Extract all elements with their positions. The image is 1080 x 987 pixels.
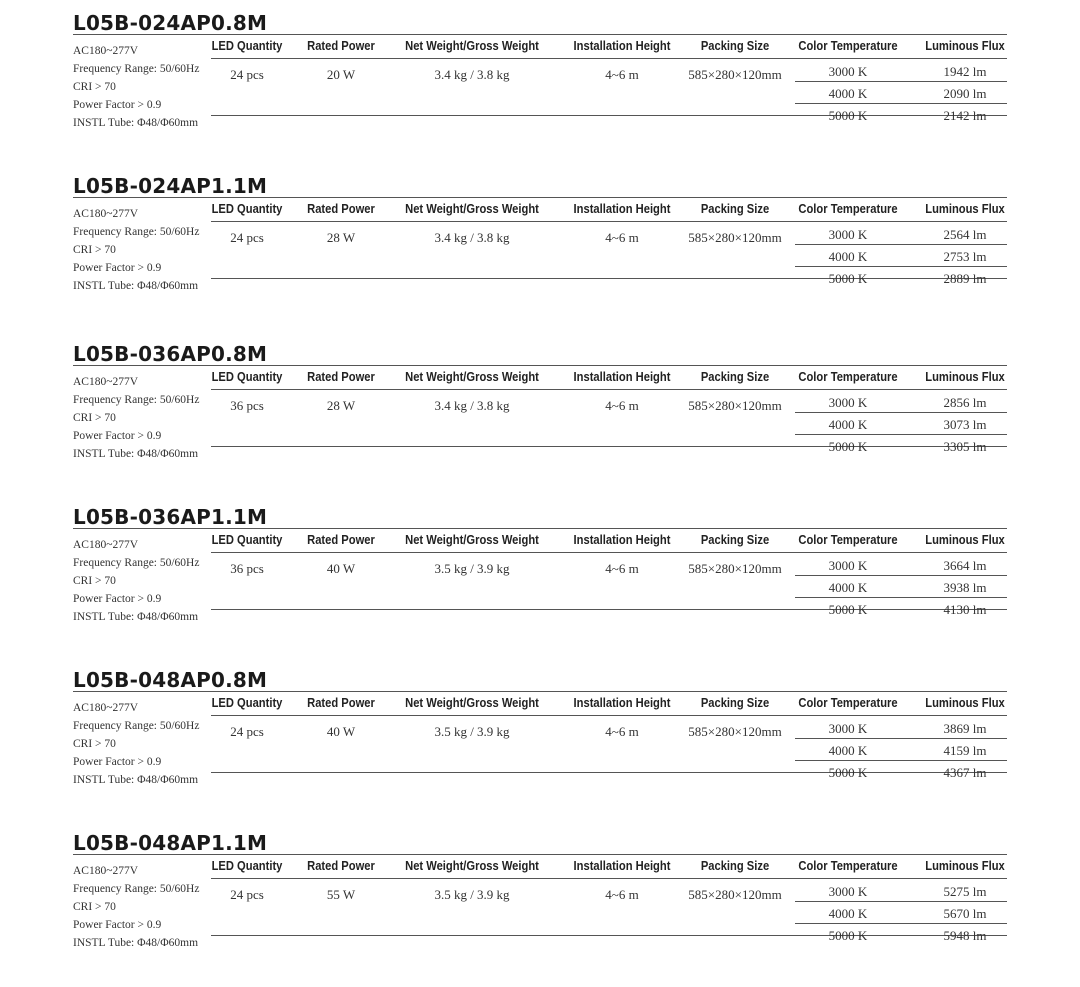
header-weight: Net Weight/Gross Weight (405, 532, 539, 547)
value-packing-size: 585×280×120mm (688, 230, 782, 245)
value-weight: 3.5 kg / 3.9 kg (434, 887, 510, 902)
header-packing-size: Packing Size (700, 532, 770, 547)
product-block (73, 831, 1007, 961)
value-led-quantity: 24 pcs (230, 724, 264, 739)
divider (73, 34, 1007, 35)
header-weight: Net Weight/Gross Weight (405, 858, 539, 873)
value-packing-size: 585×280×120mm (688, 561, 782, 576)
product-model: L05B-036AP1.1M (73, 505, 268, 529)
header-led-quantity: LED Quantity (211, 858, 283, 873)
color-temp-value: 3000 K (828, 395, 868, 410)
header-led-quantity: LED Quantity (211, 695, 283, 710)
spec-power-factor: Power Factor > 0.9 (73, 919, 162, 931)
divider (73, 528, 1007, 529)
spec-cri: CRI > 70 (73, 575, 116, 587)
spec-power-factor: Power Factor > 0.9 (73, 430, 162, 442)
value-led-quantity: 36 pcs (230, 398, 264, 413)
header-install-height: Installation Height (573, 369, 671, 384)
header-install-height: Installation Height (573, 38, 671, 53)
value-rated-power: 28 W (326, 398, 356, 413)
divider (211, 552, 1007, 553)
divider (795, 266, 1007, 267)
spec-tube: INSTL Tube: Φ48/Φ60mm (73, 117, 199, 129)
value-packing-size: 585×280×120mm (688, 887, 782, 902)
product-model: L05B-036AP0.8M (73, 342, 268, 366)
divider (795, 81, 1007, 82)
header-rated-power: Rated Power (307, 532, 375, 547)
header-packing-size: Packing Size (700, 38, 770, 53)
header-packing-size: Packing Size (700, 695, 770, 710)
divider (795, 923, 1007, 924)
color-temp-value: 5000 K (828, 928, 868, 943)
value-install-height: 4~6 m (605, 67, 639, 82)
header-install-height: Installation Height (573, 695, 671, 710)
value-install-height: 4~6 m (605, 724, 639, 739)
color-temp-value: 3000 K (828, 227, 868, 242)
header-color-temp: Color Temperature (798, 369, 898, 384)
header-install-height: Installation Height (573, 532, 671, 547)
product-block (73, 505, 1007, 635)
value-install-height: 4~6 m (605, 230, 639, 245)
value-led-quantity: 24 pcs (230, 887, 264, 902)
header-led-quantity: LED Quantity (211, 369, 283, 384)
product-model: L05B-048AP0.8M (73, 668, 268, 692)
spec-cri: CRI > 70 (73, 738, 116, 750)
divider (795, 738, 1007, 739)
header-color-temp: Color Temperature (798, 38, 898, 53)
spec-power-factor: Power Factor > 0.9 (73, 756, 162, 768)
color-temp-value: 4000 K (828, 417, 868, 432)
header-packing-size: Packing Size (700, 201, 770, 216)
color-temp-value: 3000 K (828, 64, 868, 79)
color-temp-value: 5000 K (828, 439, 868, 454)
color-temp-value: 3000 K (828, 884, 868, 899)
divider (795, 244, 1007, 245)
product-model: L05B-048AP1.1M (73, 831, 268, 855)
color-temp-value: 4000 K (828, 906, 868, 921)
product-block (73, 668, 1007, 798)
product-block (73, 11, 1007, 141)
luminous-flux-value: 3869 lm (943, 721, 987, 736)
header-rated-power: Rated Power (307, 369, 375, 384)
luminous-flux-value: 2753 lm (943, 249, 987, 264)
divider (795, 434, 1007, 435)
product-model: L05B-024AP1.1M (73, 174, 268, 198)
color-temp-value: 4000 K (828, 580, 868, 595)
color-temp-value: 5000 K (828, 108, 868, 123)
value-rated-power: 40 W (326, 561, 356, 576)
header-luminous-flux: Luminous Flux (925, 201, 1005, 216)
header-weight: Net Weight/Gross Weight (405, 695, 539, 710)
color-temp-value: 4000 K (828, 249, 868, 264)
header-led-quantity: LED Quantity (211, 201, 283, 216)
spec-tube: INSTL Tube: Φ48/Φ60mm (73, 937, 199, 949)
header-luminous-flux: Luminous Flux (925, 532, 1005, 547)
luminous-flux-value: 2564 lm (943, 227, 987, 242)
header-color-temp: Color Temperature (798, 858, 898, 873)
header-color-temp: Color Temperature (798, 695, 898, 710)
header-color-temp: Color Temperature (798, 532, 898, 547)
divider (73, 691, 1007, 692)
header-luminous-flux: Luminous Flux (925, 38, 1005, 53)
luminous-flux-value: 2142 lm (943, 108, 987, 123)
divider (795, 901, 1007, 902)
product-block (73, 174, 1007, 304)
divider (73, 365, 1007, 366)
luminous-flux-value: 2889 lm (943, 271, 987, 286)
spec-voltage: AC180~277V (73, 702, 139, 714)
luminous-flux-value: 4367 lm (943, 765, 987, 780)
header-led-quantity: LED Quantity (211, 38, 283, 53)
header-color-temp: Color Temperature (798, 201, 898, 216)
divider (73, 854, 1007, 855)
color-temp-value: 3000 K (828, 721, 868, 736)
spec-tube: INSTL Tube: Φ48/Φ60mm (73, 611, 199, 623)
spec-voltage: AC180~277V (73, 376, 139, 388)
divider (795, 760, 1007, 761)
spec-cri: CRI > 70 (73, 412, 116, 424)
color-temp-value: 5000 K (828, 271, 868, 286)
spec-frequency: Frequency Range: 50/60Hz (73, 63, 200, 75)
header-luminous-flux: Luminous Flux (925, 858, 1005, 873)
header-weight: Net Weight/Gross Weight (405, 369, 539, 384)
value-weight: 3.4 kg / 3.8 kg (434, 398, 510, 413)
divider (211, 715, 1007, 716)
value-led-quantity: 24 pcs (230, 67, 264, 82)
header-led-quantity: LED Quantity (211, 532, 283, 547)
luminous-flux-value: 5670 lm (943, 906, 987, 921)
luminous-flux-value: 2856 lm (943, 395, 987, 410)
luminous-flux-value: 4130 lm (943, 602, 987, 617)
value-rated-power: 55 W (326, 887, 356, 902)
header-install-height: Installation Height (573, 858, 671, 873)
divider (73, 197, 1007, 198)
divider (795, 103, 1007, 104)
header-rated-power: Rated Power (307, 858, 375, 873)
luminous-flux-value: 3305 lm (943, 439, 987, 454)
spec-tube: INSTL Tube: Φ48/Φ60mm (73, 448, 199, 460)
header-rated-power: Rated Power (307, 38, 375, 53)
divider (211, 221, 1007, 222)
value-install-height: 4~6 m (605, 561, 639, 576)
luminous-flux-value: 5948 lm (943, 928, 987, 943)
value-weight: 3.4 kg / 3.8 kg (434, 230, 510, 245)
header-packing-size: Packing Size (700, 858, 770, 873)
value-led-quantity: 24 pcs (230, 230, 264, 245)
luminous-flux-value: 3938 lm (943, 580, 987, 595)
divider (211, 878, 1007, 879)
spec-cri: CRI > 70 (73, 244, 116, 256)
spec-power-factor: Power Factor > 0.9 (73, 99, 162, 111)
value-packing-size: 585×280×120mm (688, 67, 782, 82)
spec-power-factor: Power Factor > 0.9 (73, 593, 162, 605)
value-rated-power: 40 W (326, 724, 356, 739)
luminous-flux-value: 3073 lm (943, 417, 987, 432)
divider (211, 58, 1007, 59)
value-rated-power: 20 W (326, 67, 356, 82)
luminous-flux-value: 5275 lm (943, 884, 987, 899)
value-packing-size: 585×280×120mm (688, 724, 782, 739)
luminous-flux-value: 2090 lm (943, 86, 987, 101)
value-weight: 3.5 kg / 3.9 kg (434, 561, 510, 576)
header-rated-power: Rated Power (307, 695, 375, 710)
color-temp-value: 4000 K (828, 743, 868, 758)
value-weight: 3.4 kg / 3.8 kg (434, 67, 510, 82)
value-install-height: 4~6 m (605, 398, 639, 413)
color-temp-value: 4000 K (828, 86, 868, 101)
spec-frequency: Frequency Range: 50/60Hz (73, 394, 200, 406)
divider (795, 575, 1007, 576)
header-packing-size: Packing Size (700, 369, 770, 384)
spec-cri: CRI > 70 (73, 81, 116, 93)
divider (211, 389, 1007, 390)
spec-voltage: AC180~277V (73, 865, 139, 877)
header-weight: Net Weight/Gross Weight (405, 201, 539, 216)
luminous-flux-value: 3664 lm (943, 558, 987, 573)
divider (795, 412, 1007, 413)
spec-voltage: AC180~277V (73, 208, 139, 220)
header-luminous-flux: Luminous Flux (925, 695, 1005, 710)
divider (795, 597, 1007, 598)
spec-frequency: Frequency Range: 50/60Hz (73, 720, 200, 732)
spec-power-factor: Power Factor > 0.9 (73, 262, 162, 274)
value-led-quantity: 36 pcs (230, 561, 264, 576)
value-packing-size: 585×280×120mm (688, 398, 782, 413)
spec-cri: CRI > 70 (73, 901, 116, 913)
header-rated-power: Rated Power (307, 201, 375, 216)
value-rated-power: 28 W (326, 230, 356, 245)
luminous-flux-value: 4159 lm (943, 743, 987, 758)
spec-tube: INSTL Tube: Φ48/Φ60mm (73, 774, 199, 786)
color-temp-value: 5000 K (828, 765, 868, 780)
luminous-flux-value: 1942 lm (943, 64, 987, 79)
color-temp-value: 3000 K (828, 558, 868, 573)
spec-tube: INSTL Tube: Φ48/Φ60mm (73, 280, 199, 292)
product-block (73, 342, 1007, 472)
spec-voltage: AC180~277V (73, 45, 139, 57)
spec-frequency: Frequency Range: 50/60Hz (73, 557, 200, 569)
color-temp-value: 5000 K (828, 602, 868, 617)
header-weight: Net Weight/Gross Weight (405, 38, 539, 53)
value-weight: 3.5 kg / 3.9 kg (434, 724, 510, 739)
value-install-height: 4~6 m (605, 887, 639, 902)
product-model: L05B-024AP0.8M (73, 11, 268, 35)
header-install-height: Installation Height (573, 201, 671, 216)
spec-frequency: Frequency Range: 50/60Hz (73, 226, 200, 238)
header-luminous-flux: Luminous Flux (925, 369, 1005, 384)
spec-frequency: Frequency Range: 50/60Hz (73, 883, 200, 895)
spec-voltage: AC180~277V (73, 539, 139, 551)
